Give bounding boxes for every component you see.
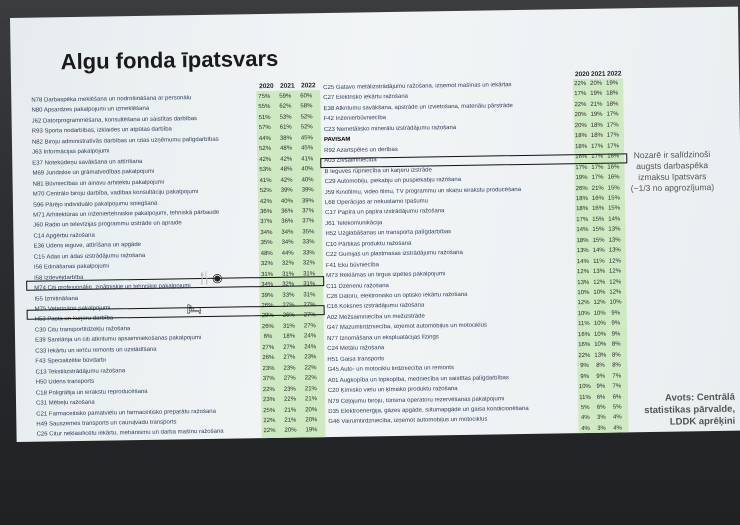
row-value-2020: 10% [578, 383, 591, 391]
row-label: G46 Vairumtirdzniecība, izņemot automobiļus un motociklus [328, 416, 488, 426]
row-label: N79 Ceļojumu biroju, tūrisma operatoru rezervēšanas pakalpojumi [328, 395, 505, 405]
row-value-2021: 23% [283, 365, 296, 372]
row-value-2020: 75% [258, 93, 271, 101]
row-label: J60 Radio un televīzijas programmu izstrāde un apraide [33, 220, 182, 230]
row-value-2021: 36% [281, 218, 294, 226]
row-value-2022: 6% [612, 393, 622, 401]
row-label: C26 Datoru, elektronisko un optisko iekārtu ražošana [326, 291, 468, 301]
row-value-2020: 51% [258, 114, 271, 121]
row-label: H52 Uzglabāšanas un transporta palīgdarbības [325, 229, 452, 238]
row-value-2022: 13% [608, 237, 621, 244]
row-value-2022: 18% [606, 101, 619, 108]
row-label: C18 Poligrāfija un ierakstu reproducēšana [35, 388, 148, 397]
row-value-2021: 19% [590, 91, 603, 98]
row-label: H53 Pasta un kurjeru darbība [34, 315, 114, 324]
row-value-2022: 7% [612, 373, 622, 380]
row-label: C15 Ādas un ādas izstrādājumu ražošana [33, 252, 146, 261]
row-value-2022: 16% [607, 153, 620, 160]
row-value-2022: 17% [606, 122, 619, 129]
row-label: A03 Zivsaimniecība [324, 157, 377, 165]
row-value-2021: 11% [593, 258, 605, 265]
row-value-2020: 23% [262, 365, 275, 372]
row-label: E38 Atkritumu savākšana, apstrāde un izvietošana, materiālu pārstrāde [323, 103, 513, 112]
row-label: E39 Sanitārija un citi atkritumu apsaimniekošanas pakalpojumi [35, 335, 202, 344]
row-value-2021: 62% [279, 104, 292, 111]
row-label: M73 Reklāmas un tirgus izpētes pakalpojumi [326, 271, 446, 280]
row-value-2022: 17% [606, 132, 619, 139]
row-value-2020: 10% [577, 289, 590, 297]
row-label: J62 Datorprogrammēšana, konsultēšana un saistītas darbības [31, 115, 198, 125]
row-value-2022: 37% [302, 208, 315, 215]
row-value-2022: 35% [302, 229, 315, 236]
row-label: R93 Sporta nodarbības, izklaides un atpūtas darbība [31, 126, 172, 136]
row-label: C31 Mēbeļu ražošana [36, 399, 95, 407]
row-value-2020: 12% [577, 269, 590, 276]
row-label: J63 Informācijas pakalpojumi [32, 148, 110, 156]
row-label: C13 Tekstilizstrādājumu ražošana [35, 367, 126, 376]
row-label: N82 Biroju administratīvās darbības un citas uzņēmumu palīgdarbības [31, 136, 219, 146]
row-label: J59 Kinofilmu, video filmu, TV programmu un skaņu ierakstu producēšana [324, 186, 522, 196]
row-label: C10 Pārtikas produktu ražošana [325, 240, 412, 248]
right-year-2021: 2021 [590, 70, 606, 78]
row-value-2020: 22% [578, 352, 591, 359]
row-label: M71 Arhitektūras un inženiertehniskie pakalpojumi, tehniskā pārbaude [33, 209, 220, 219]
row-value-2021: 15% [592, 237, 605, 244]
row-value-2020: 9% [580, 363, 589, 370]
row-value-2022: 39% [301, 187, 314, 194]
row-value-2020: 26% [261, 323, 274, 330]
row-label: F42 Inženierbūvniecība [323, 115, 387, 123]
row-value-2021: 38% [279, 135, 292, 142]
row-value-2020: 17% [574, 91, 587, 98]
row-value-2020: 31% [261, 271, 274, 278]
row-label: G47 Mazumtirdzniecība, izņemot automobiļus un motociklus [326, 322, 488, 332]
row-label: N80 Apsardzes pakalpojumi un izmeklēšana [31, 106, 150, 115]
row-value-2022: 12% [609, 278, 622, 286]
row-value-2022: 7% [612, 383, 622, 390]
row-value-2021: 10% [593, 321, 606, 328]
row-value-2022: 41% [301, 155, 314, 163]
row-label: C17 Papīra un papīra izstrādājumu ražošana [325, 208, 445, 217]
row-value-2022: 4% [612, 414, 622, 421]
row-value-2020: 52% [259, 187, 272, 195]
row-label: N78 Darbaspēka meklēšana un nodrošināšana ar personālu [31, 95, 192, 104]
row-label: R92 Azartspēles un derības [324, 146, 398, 154]
row-label: C11 Dzērienu ražošana [326, 282, 389, 290]
row-value-2020: 36% [260, 208, 273, 216]
source-line-2: statistikas pārvalde, [644, 403, 736, 417]
row-value-2021: 34% [281, 239, 294, 247]
source-text [644, 392, 735, 429]
row-value-2020: 52% [259, 146, 272, 153]
row-value-2022: 20% [305, 406, 318, 413]
row-value-2021: 61% [279, 124, 292, 132]
row-value-2020: 12% [577, 300, 590, 307]
row-value-2020: 16% [578, 342, 591, 349]
row-value-2020: 18% [575, 143, 588, 150]
row-value-2021: 13% [594, 352, 607, 359]
row-value-2022: 45% [301, 145, 314, 152]
row-value-2022: 19% [606, 80, 619, 87]
row-value-2020: 55% [258, 104, 271, 111]
row-value-2020: 5% [580, 404, 590, 412]
row-value-2022: 17% [606, 111, 619, 118]
row-value-2022: 16% [607, 174, 620, 181]
row-value-2021: 40% [280, 198, 293, 205]
row-value-2022: 31% [303, 291, 316, 298]
row-value-2022: 40% [301, 176, 314, 184]
row-value-2022: 22% [304, 375, 317, 382]
row-value-2021: 13% [592, 268, 606, 275]
row-label: G45 Auto- un motociklu tirdzniecība un remonts [327, 365, 455, 374]
row-label: C21 Farmaceitisko pamatvielu un farmaceitisko preparātu ražošana [36, 408, 217, 418]
row-value-2021: 44% [281, 250, 294, 257]
row-value-2022: 60% [300, 93, 313, 100]
row-value-2021: 22% [283, 396, 297, 403]
row-label: N77 Iznomāšana un ekspluatācijas līzings [327, 334, 439, 342]
row-value-2021: 6% [596, 394, 606, 401]
row-value-2022: 21% [304, 396, 318, 403]
row-value-2021: 32% [281, 260, 294, 267]
row-value-2021: 12% [593, 279, 606, 286]
row-label: M69 Juridiskie un grāmatvedības pakalpojumi [32, 168, 155, 177]
row-value-2020: 42% [259, 198, 272, 205]
row-value-2020: 13% [577, 279, 590, 286]
row-value-2020: 16% [577, 331, 591, 338]
row-value-2020: 20% [574, 112, 587, 119]
note-line-2: augsts darbaspēka [636, 160, 709, 172]
note-line-3: izmaksu īpatsvars [638, 171, 707, 183]
row-value-2020: 26% [575, 185, 588, 192]
row-label: D35 Elektroenerģija, gāzes apgāde, siltumapgāde un gaisa kondicionēšana [328, 405, 529, 415]
row-value-2020: 26% [262, 355, 275, 362]
row-value-2021: 17% [591, 143, 604, 150]
row-value-2021: 10% [594, 341, 607, 349]
row-value-2021: 14% [592, 247, 605, 255]
row-value-2021: 39% [280, 187, 293, 194]
row-label: C26 Citur neklasificētu iekārtu, mehānismu un darba mašīnu ražošana [36, 429, 224, 439]
row-label: C30 Citu transportlīdzekļu ražošana [34, 326, 131, 334]
right-year-2020: 2020 [574, 70, 590, 79]
row-value-2021: 15% [592, 226, 605, 234]
row-value-2021: 21% [284, 407, 297, 414]
row-value-2021: 16% [591, 195, 604, 202]
row-value-2020: 9% [580, 373, 590, 380]
row-value-2020: 39% [261, 292, 274, 299]
note-text [630, 149, 714, 194]
row-label: M70 Centrālo biroju darbība, vadības konsultāciju pakalpojumi [32, 189, 199, 198]
row-label: L68 Operācijas ar nekustamo īpašumu [324, 198, 429, 207]
row-value-2022: 8% [611, 341, 621, 348]
row-value-2021: 53% [279, 114, 292, 121]
row-value-2020: 11% [578, 321, 590, 328]
source-line-3: LDDK aprēķini [669, 415, 736, 428]
row-label: H49 Sauszemes transports un cauruļvadu transports [36, 419, 177, 428]
row-value-2022: 52% [300, 124, 313, 131]
row-value-2020: 11% [579, 394, 591, 401]
row-value-2022: 10% [609, 299, 622, 307]
row-value-2021: 34% [281, 229, 294, 236]
row-value-2020: 18% [574, 133, 587, 140]
row-value-2020: 22% [263, 417, 276, 425]
row-value-2022: 18% [606, 90, 619, 98]
row-value-2022: 12% [608, 258, 621, 265]
row-value-2021: 12% [593, 300, 606, 307]
row-value-2021: 17% [591, 153, 604, 161]
row-value-2021: 36% [281, 208, 294, 215]
row-label: C25 Gatavo metālizstrādājumu ražošana, izņemot mašīnas un iekārtas [323, 82, 512, 92]
row-value-2021: 31% [281, 271, 295, 278]
row-value-2022: 39% [301, 197, 314, 204]
row-value-2022: 31% [303, 281, 316, 288]
row-label: F41 Ēku būvniecība [325, 261, 380, 269]
row-value-2021: 31% [282, 323, 295, 330]
row-value-2020: 4% [580, 415, 590, 422]
row-value-2020: 57% [258, 125, 271, 132]
row-value-2021: 18% [282, 333, 296, 341]
row-value-2022: 27% [303, 302, 316, 309]
row-value-2021: 19% [590, 112, 603, 119]
row-value-2022: 19% [305, 427, 318, 434]
row-value-2022: 24% [304, 344, 317, 351]
row-value-2021: 20% [590, 80, 603, 87]
row-label: I56 Ēdināšanas pakalpojumi [33, 263, 110, 271]
row-value-2022: 40% [301, 166, 314, 173]
row-value-2020: 23% [262, 396, 276, 404]
row-value-2021: 26% [282, 313, 295, 320]
row-value-2020: 48% [260, 250, 273, 257]
row-value-2020: 22% [263, 428, 276, 435]
row-label: F43 Specializētie būvdarbi [35, 357, 106, 365]
left-year-2020: 2020 [259, 82, 274, 91]
row-value-2020: 37% [262, 376, 275, 383]
row-value-2022: 13% [608, 247, 621, 254]
row-value-2020: 22% [262, 386, 275, 393]
row-value-2021: 27% [282, 302, 295, 309]
row-value-2021: 42% [280, 177, 293, 184]
row-value-2021: 16% [592, 206, 605, 213]
row-label: M74 Citi profesionālie, zinātniskie un tehniskie pakalpojumi [34, 283, 191, 292]
row-value-2020: 16% [575, 154, 588, 161]
row-value-2021: 10% [593, 310, 606, 317]
left-year-2022: 2022 [301, 82, 316, 90]
right-year-2022: 2022 [606, 70, 622, 78]
row-value-2021: 20% [284, 427, 297, 435]
row-label: I55 Izmitināšana [34, 295, 79, 303]
row-label: C16 Koksnes izstrādājumu ražošana [326, 302, 425, 311]
row-value-2022: 9% [611, 310, 621, 317]
row-label: S96 Pārējo individuālo pakalpojumu sniegšana [32, 200, 158, 209]
row-value-2021: 21% [284, 417, 297, 424]
row-value-2022: 33% [302, 249, 315, 257]
row-value-2022: 23% [304, 354, 317, 361]
row-label: E37 Notekūdeņu savākšana un attīrīšana [32, 158, 143, 167]
row-value-2020: 18% [576, 206, 589, 213]
row-value-2021: 42% [280, 156, 293, 163]
row-value-2022: 4% [613, 425, 622, 432]
row-value-2020: 14% [576, 258, 589, 265]
row-label: N81 Būvniecības un ainavu arhitektu pakalpojumi [32, 179, 165, 188]
row-value-2020: 35% [260, 240, 273, 247]
row-value-2022: 9% [611, 331, 621, 338]
row-value-2021: 18% [590, 122, 603, 129]
row-value-2021: 21% [591, 185, 604, 192]
row-value-2021: 48% [280, 145, 293, 153]
row-value-2022: 22% [304, 364, 317, 372]
row-value-2022: 8% [611, 352, 621, 359]
left-year-2021: 2021 [280, 82, 295, 90]
row-label: A01 Augkopība un lopkopība, medniecība un saistītas palīgdarbības [327, 374, 509, 384]
row-value-2021: 23% [283, 386, 296, 393]
bed-icon: 🛏 [186, 302, 202, 317]
row-value-2022: 20% [305, 417, 318, 424]
row-value-2020: 44% [258, 135, 271, 142]
row-label: J61 Telekomunikācija [325, 220, 383, 227]
row-value-2021: 59% [279, 93, 292, 100]
row-value-2021: 9% [596, 383, 606, 390]
row-label: C24 Metālu ražošana [327, 345, 385, 353]
row-value-2021: 10% [593, 331, 607, 338]
row-value-2020: 14% [576, 227, 589, 234]
row-value-2021: 27% [283, 354, 296, 361]
row-value-2021: 3% [596, 415, 606, 422]
row-value-2022: 27% [303, 312, 316, 319]
dining-icon: 🍴◉ [196, 270, 223, 286]
row-value-2022: 45% [300, 135, 313, 142]
row-value-2022: 12% [608, 268, 622, 275]
row-value-2022: 37% [302, 218, 315, 225]
row-value-2021: 6% [596, 404, 606, 411]
row-value-2021: 27% [283, 344, 296, 351]
row-value-2020: 17% [575, 164, 588, 171]
row-value-2020: 27% [262, 344, 275, 351]
row-value-2020: 41% [259, 177, 272, 184]
row-label: C23 Nemetālisko minerālu izstrādājumu ražošana [323, 124, 457, 133]
row-label: C22 Gumijas un plastmasas izstrādājumu ražošana [325, 250, 463, 259]
row-value-2022: 27% [303, 323, 316, 330]
row-value-2022: 8% [612, 362, 621, 369]
row-value-2020: 42% [259, 156, 272, 163]
row-value-2022: 14% [608, 216, 621, 223]
row-label: E36 Ūdens ieguve, attīrīšana un apgāde [33, 242, 142, 250]
row-label: C14 Apģērbu ražošana [33, 232, 95, 240]
row-value-2020: 18% [575, 195, 588, 203]
page-title: Algu fonda īpatsvars [60, 45, 279, 75]
row-value-2022: 5% [612, 404, 622, 411]
row-label: B Ieguves rūpniecība un karjeru izstrāde [324, 166, 432, 175]
row-label: PAVISAM [323, 136, 351, 144]
row-value-2021: 3% [597, 425, 606, 432]
row-value-2020: 53% [259, 167, 272, 174]
row-value-2020: 25% [263, 407, 276, 414]
row-value-2020: 19% [575, 174, 588, 182]
row-value-2020: 32% [260, 261, 273, 268]
projection-screen [10, 7, 740, 442]
row-value-2021: 10% [593, 289, 606, 296]
row-value-2022: 31% [302, 270, 316, 278]
row-value-2020: 13% [576, 248, 589, 255]
row-value-2022: 15% [608, 205, 621, 213]
row-value-2021: 15% [592, 216, 605, 223]
row-value-2022: 58% [300, 103, 313, 110]
row-value-2021: 48% [280, 166, 293, 173]
row-value-2022: 12% [609, 289, 622, 296]
source-line-1: Avots: Centrālā [664, 391, 735, 404]
row-value-2020: 18% [576, 237, 589, 244]
row-value-2022: 33% [302, 239, 315, 246]
row-value-2022: 16% [607, 164, 620, 171]
row-value-2020: 34% [260, 229, 273, 236]
row-value-2021: 32% [282, 281, 295, 288]
row-value-2022: 17% [607, 143, 620, 150]
note-line-1: Nozarē ir salīdzinoši [633, 149, 711, 161]
row-value-2020: 34% [261, 281, 274, 289]
row-value-2022: 24% [303, 333, 317, 340]
note-line-4: (~1/3 no apgrozījuma) [630, 181, 715, 194]
row-value-2020: 20% [574, 122, 587, 129]
row-label: C33 Iekārtu un ierīču remonts un uzstādīšana [35, 346, 157, 355]
row-value-2020: 22% [574, 101, 587, 109]
row-label: C29 Automobiļu, piekabju un puspiekabju ražošana [324, 176, 462, 186]
row-value-2021: 27% [283, 375, 296, 382]
row-value-2020: 22% [574, 80, 587, 88]
row-value-2022: 9% [611, 320, 621, 327]
row-value-2020: 10% [577, 310, 590, 318]
row-value-2020: 29% [261, 313, 274, 320]
row-label: M75 Veterinārie pakalpojumi [34, 305, 111, 313]
row-value-2021: 17% [591, 164, 604, 171]
row-value-2021: 21% [590, 101, 603, 108]
row-value-2021: 9% [596, 373, 606, 380]
row-value-2020: 26% [261, 302, 274, 310]
row-label: I58 Izdevējdarbība [34, 274, 84, 282]
row-value-2022: 32% [302, 260, 315, 267]
row-value-2020: 6% [263, 334, 273, 341]
row-label: C27 Elektrisko iekārtu ražošana [323, 94, 409, 102]
row-value-2020: 17% [576, 216, 589, 223]
row-value-2020: 4% [581, 425, 590, 432]
row-value-2022: 13% [608, 226, 621, 233]
row-value-2021: 18% [590, 132, 603, 140]
row-value-2022: 52% [300, 114, 313, 121]
row-value-2021: 17% [591, 174, 604, 181]
row-value-2021: 8% [596, 362, 605, 369]
row-value-2020: 37% [260, 219, 273, 226]
row-value-2022: 15% [607, 195, 620, 202]
row-value-2022: 15% [607, 184, 620, 192]
row-label: A02 Mežsaimniecība un mežizstrāde [326, 313, 425, 321]
row-label: H50 Ūdens transports [35, 378, 95, 386]
row-value-2021: 33% [282, 292, 295, 299]
row-label: H51 Gaisa transports [327, 355, 385, 363]
row-value-2022: 21% [304, 385, 317, 393]
row-label: C20 Ķīmisko vielu un ķīmisko produktu ražošana [327, 386, 458, 395]
